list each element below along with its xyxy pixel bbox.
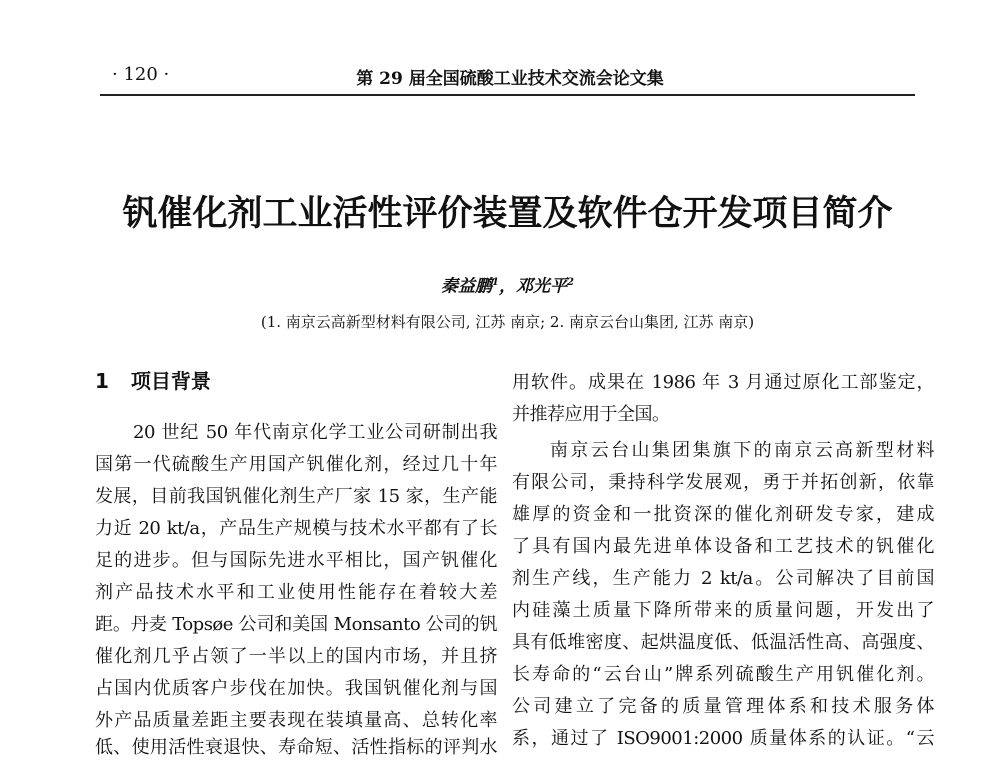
author-name: 邓光平 — [516, 276, 567, 297]
body-text-line: 力近 20 kt/a，产品生产规模与技术水平都有了长 — [95, 518, 497, 539]
body-text-line: 长寿命的“云台山”牌系列硫酸生产用钒催化剂。 — [512, 664, 934, 685]
body-text-line: 并推荐应用于全国。 — [512, 404, 670, 425]
body-text-line: 用软件。成果在 1986 年 3 月通过原化工部鉴定， — [512, 372, 934, 393]
body-text-line: 系，通过了 ISO9001:2000 质量体系的认证。“云 — [512, 728, 934, 749]
body-text-line: 内硅藻土质量下降所带来的质量问题，开发出了 — [512, 600, 934, 621]
body-text-line: 低、使用活性衰退快、寿命短、活性指标的评判水 — [95, 737, 497, 758]
section-title: 项目背景 — [130, 369, 211, 393]
author-list — [100, 271, 915, 299]
author-separator: ， — [499, 276, 516, 297]
author-name: 秦益鹏 — [441, 276, 493, 297]
body-text-line: 南京云台山集团集旗下的南京云高新型材料 — [550, 440, 934, 461]
affiliation-mark: 1 — [492, 277, 499, 288]
body-text-line: 国第一代硫酸生产用国产钒催化剂，经过几十年 — [95, 454, 497, 475]
running-header: 第 29 届全国硫酸工业技术交流会论文集 — [356, 69, 664, 89]
body-text-line: 剂产品技术水平和工业使用性能存在着较大差 — [95, 582, 497, 603]
body-text-line: 20 世纪 50 年代南京化学工业公司研制出我 — [133, 422, 497, 443]
body-text-line: 外产品质量差距主要表现在装填量高、总转化率 — [95, 710, 497, 731]
body-text-line: 占国内优质客户步伐在加快。我国钒催化剂与国 — [95, 678, 497, 699]
body-text-line: 具有低堆密度、起烘温度低、低温活性高、高强度、 — [512, 632, 934, 653]
body-text-line: 发展，目前我国钒催化剂生产厂家 15 家，生产能 — [95, 486, 497, 507]
body-text-line: 公司建立了完备的质量管理体系和技术服务体 — [512, 696, 934, 717]
body-text-line: 有限公司，秉持科学发展观，勇于并拓创新，依靠 — [512, 472, 934, 493]
header-rule — [100, 94, 915, 96]
body-text-line: 了具有国内最先进单体设备和工艺技术的钒催化 — [512, 536, 934, 557]
page-number: · 120 · — [112, 64, 170, 85]
article-title: 钒催化剂工业活性评价装置及软件仓开发项目简介 — [122, 194, 893, 234]
body-text-line: 催化剂几乎占领了一半以上的国内市场，并且挤 — [95, 646, 497, 667]
affiliation-mark: 2 — [567, 277, 574, 288]
section-number: 1 — [95, 369, 109, 393]
body-text-line: 雄厚的资金和一批资深的催化剂研发专家，建成 — [512, 504, 934, 525]
body-text-line: 足的进步。但与国际先进水平相比，国产钒催化 — [95, 550, 497, 571]
body-text-line: 剂生产线，生产能力 2 kt/a。公司解决了目前国 — [512, 568, 934, 589]
affiliations: (1. 南京云高新型材料有限公司, 江苏 南京; 2. 南京云台山集团, 江苏 南京) — [260, 313, 755, 331]
section-heading — [95, 365, 211, 394]
body-text-line: 距。丹麦 Topsøe 公司和美国 Monsanto 公司的钒 — [95, 614, 497, 635]
